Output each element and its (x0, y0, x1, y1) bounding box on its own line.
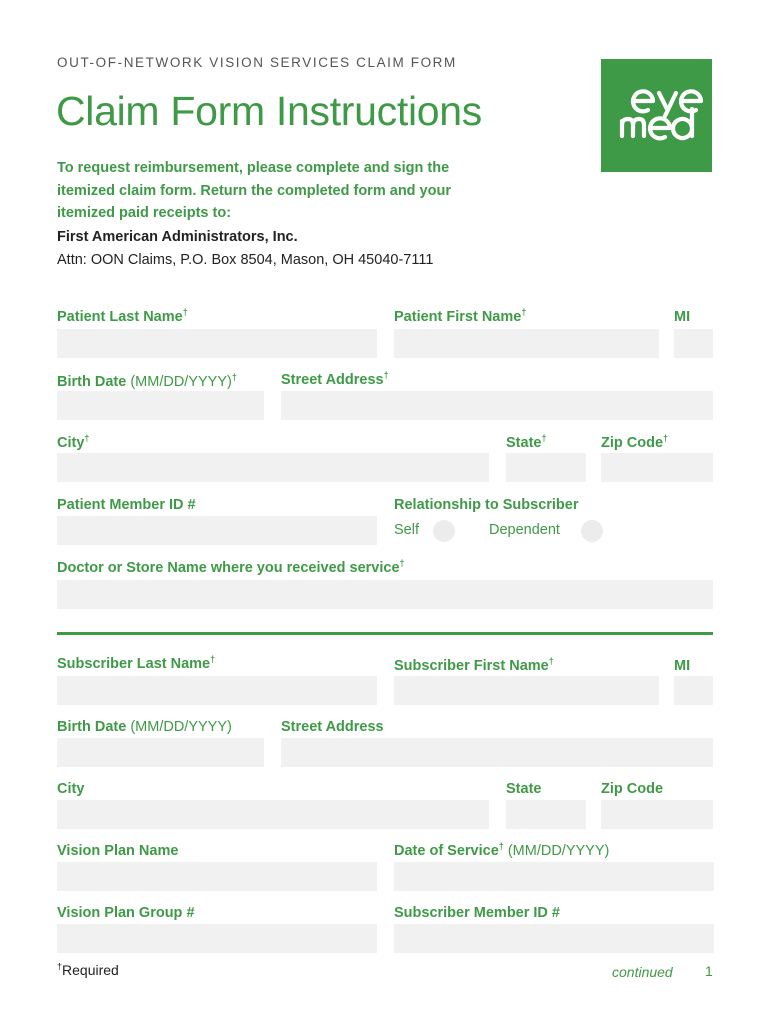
subscriber-last-name-label: Subscriber Last Name† (57, 654, 216, 672)
subscriber-state-label: State (506, 781, 542, 797)
patient-street-field[interactable] (281, 391, 713, 420)
mailing-address-name: First American Administrators, Inc. (57, 229, 298, 245)
vision-plan-group-label: Vision Plan Group # (57, 905, 195, 921)
relationship-self-label: Self (394, 522, 419, 538)
relationship-label: Relationship to Subscriber (394, 497, 579, 513)
subscriber-first-name-label: Subscriber First Name† (394, 656, 554, 674)
relationship-self-radio[interactable] (433, 520, 455, 542)
doctor-store-field[interactable] (57, 580, 713, 609)
subscriber-birth-date-field[interactable] (57, 738, 264, 767)
eyemed-logo (601, 59, 712, 172)
required-note: †Required (57, 961, 119, 978)
subscriber-city-field[interactable] (57, 800, 489, 829)
subscriber-member-id-field[interactable] (394, 924, 714, 953)
form-eyebrow: OUT-OF-NETWORK VISION SERVICES CLAIM FORM (57, 55, 457, 70)
vision-plan-name-field[interactable] (57, 862, 377, 891)
patient-state-field[interactable] (506, 453, 586, 482)
patient-street-label: Street Address† (281, 370, 389, 388)
patient-zip-label: Zip Code† (601, 433, 669, 451)
patient-mi-field[interactable] (674, 329, 713, 358)
subscriber-street-label: Street Address (281, 719, 384, 735)
section-divider (57, 632, 713, 635)
page-title: Claim Form Instructions (56, 88, 482, 134)
subscriber-birth-date-label: Birth Date (MM/DD/YYYY) (57, 719, 232, 735)
subscriber-zip-label: Zip Code (601, 781, 664, 797)
vision-plan-name-label: Vision Plan Name (57, 843, 179, 859)
continued-note: continued (612, 964, 673, 980)
page-number: 1 (705, 963, 713, 979)
patient-city-label: City† (57, 433, 90, 451)
vision-plan-group-field[interactable] (57, 924, 377, 953)
subscriber-city-label: City (57, 781, 85, 797)
subscriber-street-field[interactable] (281, 738, 713, 767)
patient-birth-date-field[interactable] (57, 391, 264, 420)
date-of-service-field[interactable] (394, 862, 714, 891)
subscriber-first-name-field[interactable] (394, 676, 659, 705)
subscriber-last-name-field[interactable] (57, 676, 377, 705)
patient-first-name-label: Patient First Name† (394, 307, 527, 325)
patient-member-id-field[interactable] (57, 516, 377, 545)
patient-city-field[interactable] (57, 453, 489, 482)
intro-text: To request reimbursement, please complete and sign the itemized claim form. Return the completed form and your itemized paid receipts to: (57, 160, 451, 221)
patient-state-label: State† (506, 433, 547, 451)
mailing-address-line: Attn: OON Claims, P.O. Box 8504, Mason, OH 45040-7111 (57, 252, 434, 268)
relationship-dependent-radio[interactable] (581, 520, 603, 542)
subscriber-member-id-label: Subscriber Member ID # (394, 905, 560, 921)
patient-last-name-field[interactable] (57, 329, 377, 358)
patient-zip-field[interactable] (601, 453, 713, 482)
subscriber-zip-field[interactable] (601, 800, 713, 829)
subscriber-mi-field[interactable] (674, 676, 713, 705)
relationship-dependent-label: Dependent (489, 522, 560, 538)
subscriber-mi-label: MI (674, 658, 691, 674)
date-of-service-label: Date of Service† (MM/DD/YYYY) (394, 841, 610, 859)
doctor-store-label: Doctor or Store Name where you received service† (57, 558, 405, 576)
patient-birth-date-label: Birth Date (MM/DD/YYYY)† (57, 372, 237, 390)
patient-first-name-field[interactable] (394, 329, 659, 358)
patient-member-id-label: Patient Member ID # (57, 497, 196, 513)
patient-last-name-label: Patient Last Name† (57, 307, 188, 325)
eyemed-logo-mark (601, 59, 712, 172)
subscriber-state-field[interactable] (506, 800, 586, 829)
patient-mi-label: MI (674, 309, 691, 325)
